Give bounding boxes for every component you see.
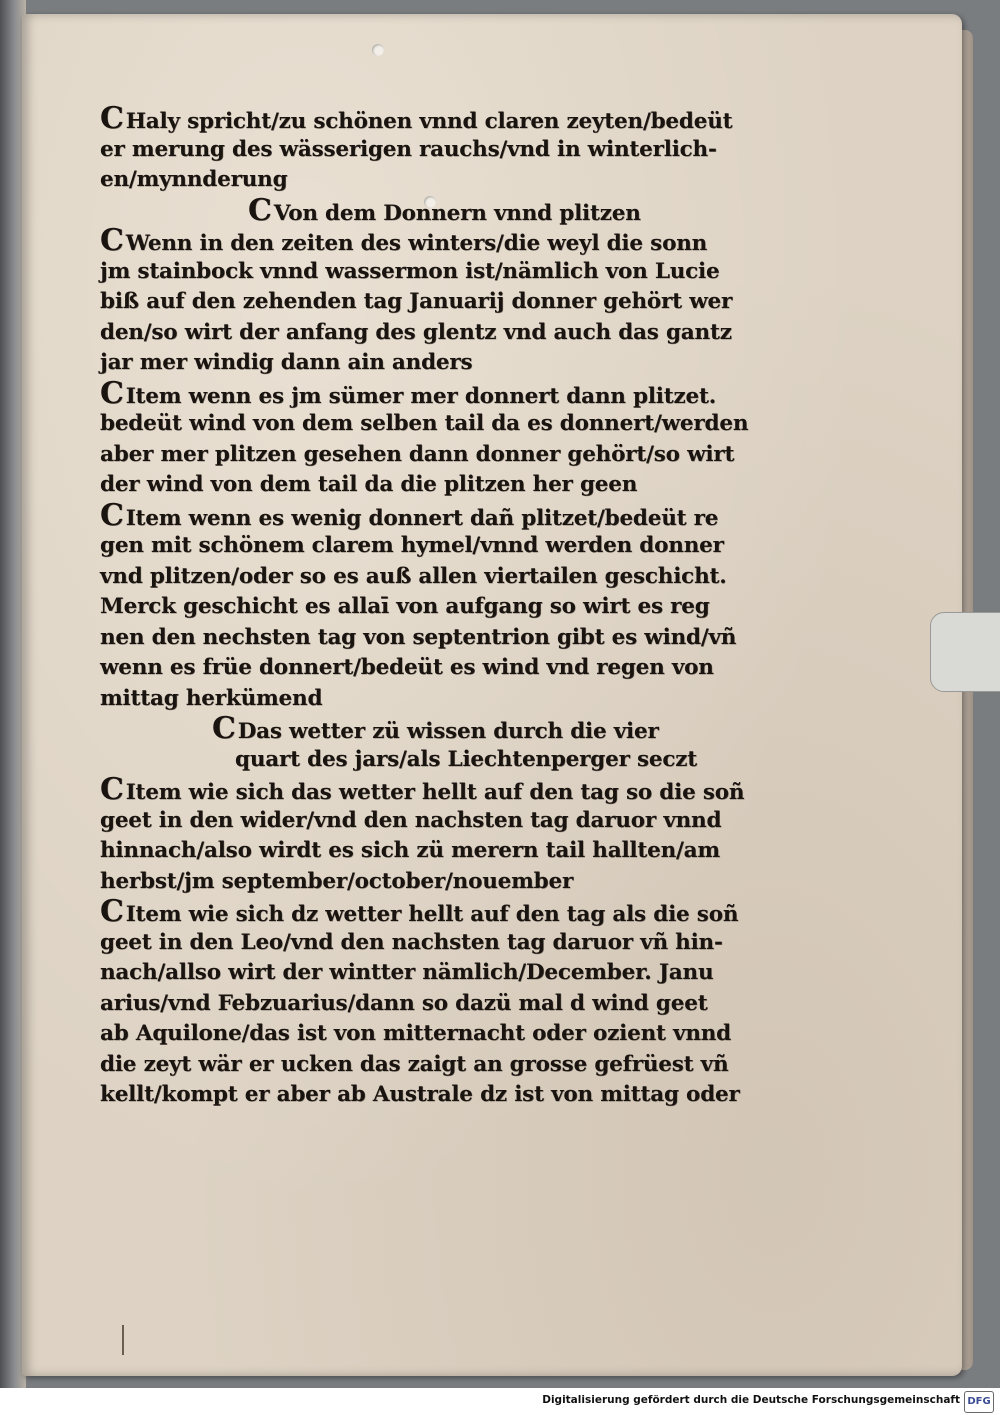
pencil-mark — [122, 1325, 124, 1355]
line-text: der wind von dem tail da die plitzen her geen — [100, 472, 638, 497]
text-line — [100, 1080, 860, 1111]
clip-tab — [930, 612, 1000, 692]
line-text: en/mynnderung — [100, 167, 288, 192]
text-line — [100, 989, 860, 1020]
line-text: den/so wirt der anfang des glentz vnd auch das gantz — [100, 319, 732, 345]
line-text: Das wetter zü wissen durch die vier — [237, 719, 659, 744]
line-text: biß auf den zehenden tag Januarij donner gehört wer — [100, 289, 733, 314]
text-line — [100, 375, 860, 411]
line-text: Item wie sich das wetter hellt auf den tag so die soñ — [125, 780, 745, 805]
paragraph-mark-icon: C — [100, 223, 124, 258]
text-line — [100, 867, 860, 898]
text-line — [100, 592, 860, 623]
text-line — [100, 440, 860, 471]
text-line — [100, 928, 860, 959]
line-text: bedeüt wind von dem selben tail da es donnert/werden — [100, 411, 749, 436]
line-text: mittag herkümend — [100, 685, 323, 711]
text-line — [100, 531, 860, 562]
text-line — [100, 470, 860, 501]
section-heading-line — [100, 192, 860, 228]
line-text: vnd plitzen/oder so es auß allen viertailen geschicht. — [100, 563, 727, 589]
text-line — [100, 348, 860, 379]
text-line — [100, 894, 860, 929]
text-line — [100, 1019, 860, 1050]
line-text: Haly spricht/zu schönen vnnd claren zeyten/bedeüt — [125, 109, 733, 134]
line-text: gen mit schönem clarem hymel/vnnd werden donner — [100, 533, 724, 558]
paragraph-mark-icon: C — [100, 375, 124, 411]
text-line — [100, 257, 860, 288]
line-text: ab Aquilone/das ist von mitternacht oder ozient vnnd — [100, 1021, 732, 1046]
line-text: Item wenn es jm sümer mer donnert dann plitzet. — [125, 383, 716, 409]
page-hole — [372, 44, 384, 56]
page-text — [100, 101, 860, 1111]
line-text: nach/allso wirt der wintter nämlich/December. Janu — [100, 960, 714, 985]
text-line — [100, 562, 860, 593]
section-heading-line — [100, 745, 860, 776]
line-text: arius/vnd Febzuarius/dann so dazü mal d wind geet — [100, 990, 708, 1016]
text-line — [100, 135, 860, 166]
text-line — [100, 287, 860, 318]
line-text: geet in den wider/vnd den nachsten tag daruor vnnd — [100, 807, 722, 833]
line-text: geet in den Leo/vnd den nachsten tag daruor vñ hin- — [100, 929, 723, 955]
paragraph-mark-icon: C — [100, 894, 124, 929]
funding-credit: Digitalisierung gefördert durch die Deutsche Forschungsgemeinschaft — [542, 1394, 960, 1406]
text-line — [100, 165, 860, 196]
line-text: Item wenn es wenig donnert dañ plitzet/bedeüt re — [125, 505, 719, 531]
line-text: hinnach/also wirdt es sich zü merern tail hallten/am — [100, 838, 720, 863]
paragraph-mark-icon: C — [212, 711, 236, 746]
line-text: jar mer windig dann ain anders — [100, 350, 473, 375]
text-line — [100, 318, 860, 349]
text-line — [100, 497, 860, 533]
text-line — [100, 806, 860, 837]
line-text: Von dem Donnern vnnd plitzen — [273, 200, 641, 226]
text-line — [100, 1050, 860, 1081]
text-line — [100, 958, 860, 989]
line-text: die zeyt wär er ucken das zaigt an grosse gefrüest vñ — [100, 1051, 729, 1077]
line-text: Merck geschicht es allaī von aufgang so wirt es reg — [100, 594, 710, 619]
text-line — [100, 684, 860, 715]
text-line — [100, 223, 860, 258]
line-text: jm stainbock vnnd wassermon ist/nämlich von Lucie — [100, 258, 720, 284]
line-text: nen den nechsten tag von septentrion gibt es wind/vñ — [100, 624, 737, 650]
paragraph-mark-icon: C — [100, 497, 124, 533]
text-line — [100, 101, 860, 136]
paragraph-mark-icon: C — [100, 101, 124, 136]
text-line — [100, 623, 860, 654]
paragraph-mark-icon: C — [248, 192, 272, 228]
line-text: wenn es früe donnert/bedeüt es wind vnd regen von — [100, 655, 714, 680]
line-text: Item wie sich dz wetter hellt auf den tag als die soñ — [125, 902, 739, 927]
line-text: Wenn in den zeiten des winters/die weyl die sonn — [125, 231, 708, 256]
line-text: herbst/jm september/october/nouember — [100, 868, 574, 894]
line-text: quart des jars/als Liechtenperger seczt — [235, 746, 698, 772]
line-text: kellt/kompt er aber ab Australe dz ist von mittag oder — [100, 1082, 740, 1107]
text-line — [100, 653, 860, 684]
line-text: aber mer plitzen gesehen dann donner gehört/so wirt — [100, 441, 735, 467]
dfg-logo: DFG — [964, 1391, 994, 1413]
paragraph-mark-icon: C — [100, 772, 124, 807]
text-line — [100, 836, 860, 867]
text-line — [100, 409, 860, 440]
text-line — [100, 772, 860, 807]
footer — [0, 1388, 1000, 1415]
line-text: er merung des wässerigen rauchs/vnd in winterlich- — [100, 136, 717, 162]
section-heading-line — [100, 711, 860, 746]
